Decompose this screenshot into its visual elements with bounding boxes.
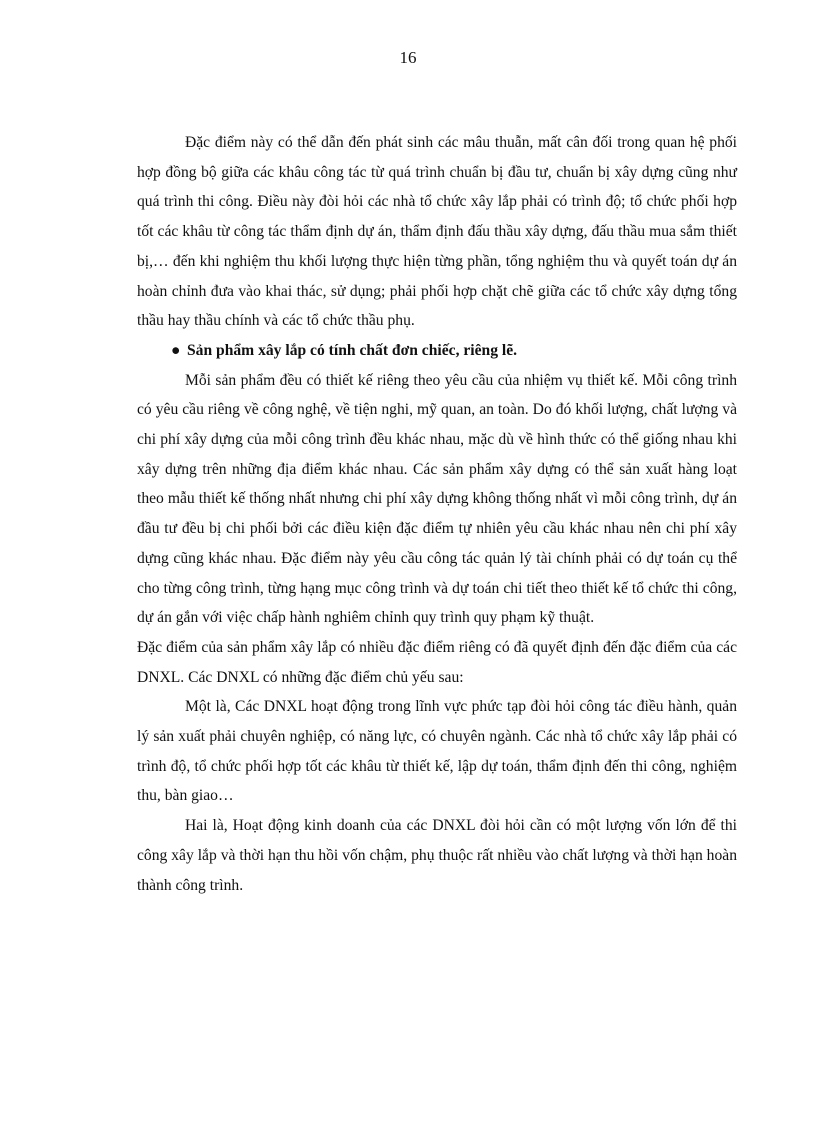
body-text (137, 128, 737, 900)
page-number: 16 (399, 48, 417, 67)
paragraph-point-one: Một là, Các DNXL hoạt động trong lĩnh vực phức tạp đòi hỏi công tác điều hành, quản lý sản xuất phải chuyên nghiệp, có năng lực, có chuyên ngành. Các nhà tổ chức xây lắp phải có trình độ, tổ chức phối hợp tốt các khâu từ thiết kế, lập dự toán, thẩm định đến thi công, nghiệm thu, bàn giao… (137, 698, 737, 805)
paragraph-point-two: Hai là, Hoạt động kinh doanh của các DNXL đòi hỏi cần có một lượng vốn lớn để thi công xây lắp và thời hạn thu hồi vốn chậm, phụ thuộc rất nhiều vào chất lượng và thời hạn hoàn thành công trình. (137, 817, 737, 894)
paragraph-dnxl-characteristics: Đặc điểm của sản phẩm xây lắp có nhiều đặc điểm riêng có đã quyết định đến đặc điểm của các DNXL. Các DNXL có những đặc điểm chủ yếu sau: (137, 638, 737, 686)
paragraph-unique-product: Mỗi sản phẩm đều có thiết kế riêng theo yêu cầu của nhiệm vụ thiết kế. Mỗi công trình có yêu cầu riêng về công nghệ, về tiện nghi, mỹ quan, an toàn. Do đó khối lượng, chất lượng và chi phí xây dựng của mỗi công trình đều khác nhau, mặc dù về hình thức có thể giống nhau khi xây dựng trên những địa điểm khác nhau. Các sản phẩm xây dựng có thể sản xuất hàng loạt theo mẫu thiết kế thống nhất nhưng chi phí xây dựng không thống nhất vì mỗi công trình, dự án đầu tư đều bị chi phối bởi các điều kiện đặc điểm tự nhiên yêu cầu khác nhau nên chi phí xây dựng cũng khác nhau. Đặc điểm này yêu cầu công tác quản lý tài chính phải có dự toán cụ thể cho từng công trình, từng hạng mục công trình và dự toán chi tiết theo thiết kế tổ chức thi công, dự án gắn với việc chấp hành nghiêm chỉnh quy trình quy phạm kỹ thuật. (137, 371, 737, 627)
section-heading (137, 336, 737, 366)
paragraph-coordination: Đặc điểm này có thể dẫn đến phát sinh các mâu thuẫn, mất cân đối trong quan hệ phối hợp đồng bộ giữa các khâu công tác từ quá trình chuẩn bị đầu tư, chuẩn bị xây dựng cũng như quá trình thi công. Điều này đòi hỏi các nhà tổ chức xây lắp phải có trình độ; tổ chức phối hợp tốt các khâu từ công tác thẩm định dự án, thẩm định đấu thầu xây dựng, đấu thầu mua sắm thiết bị,… đến khi nghiệm thu khối lượng thực hiện từng phần, tổng nghiệm thu và quyết toán dự án hoàn chỉnh đưa vào khai thác, sử dụng; phải phối hợp chặt chẽ giữa các tổ chức xây dựng tổng thầu hay thầu chính và các tổ chức thầu phụ. (137, 134, 737, 330)
bullet-icon: ● (171, 341, 181, 359)
section-heading-text: Sản phẩm xây lắp có tính chất đơn chiếc, riêng lẽ. (187, 341, 518, 359)
